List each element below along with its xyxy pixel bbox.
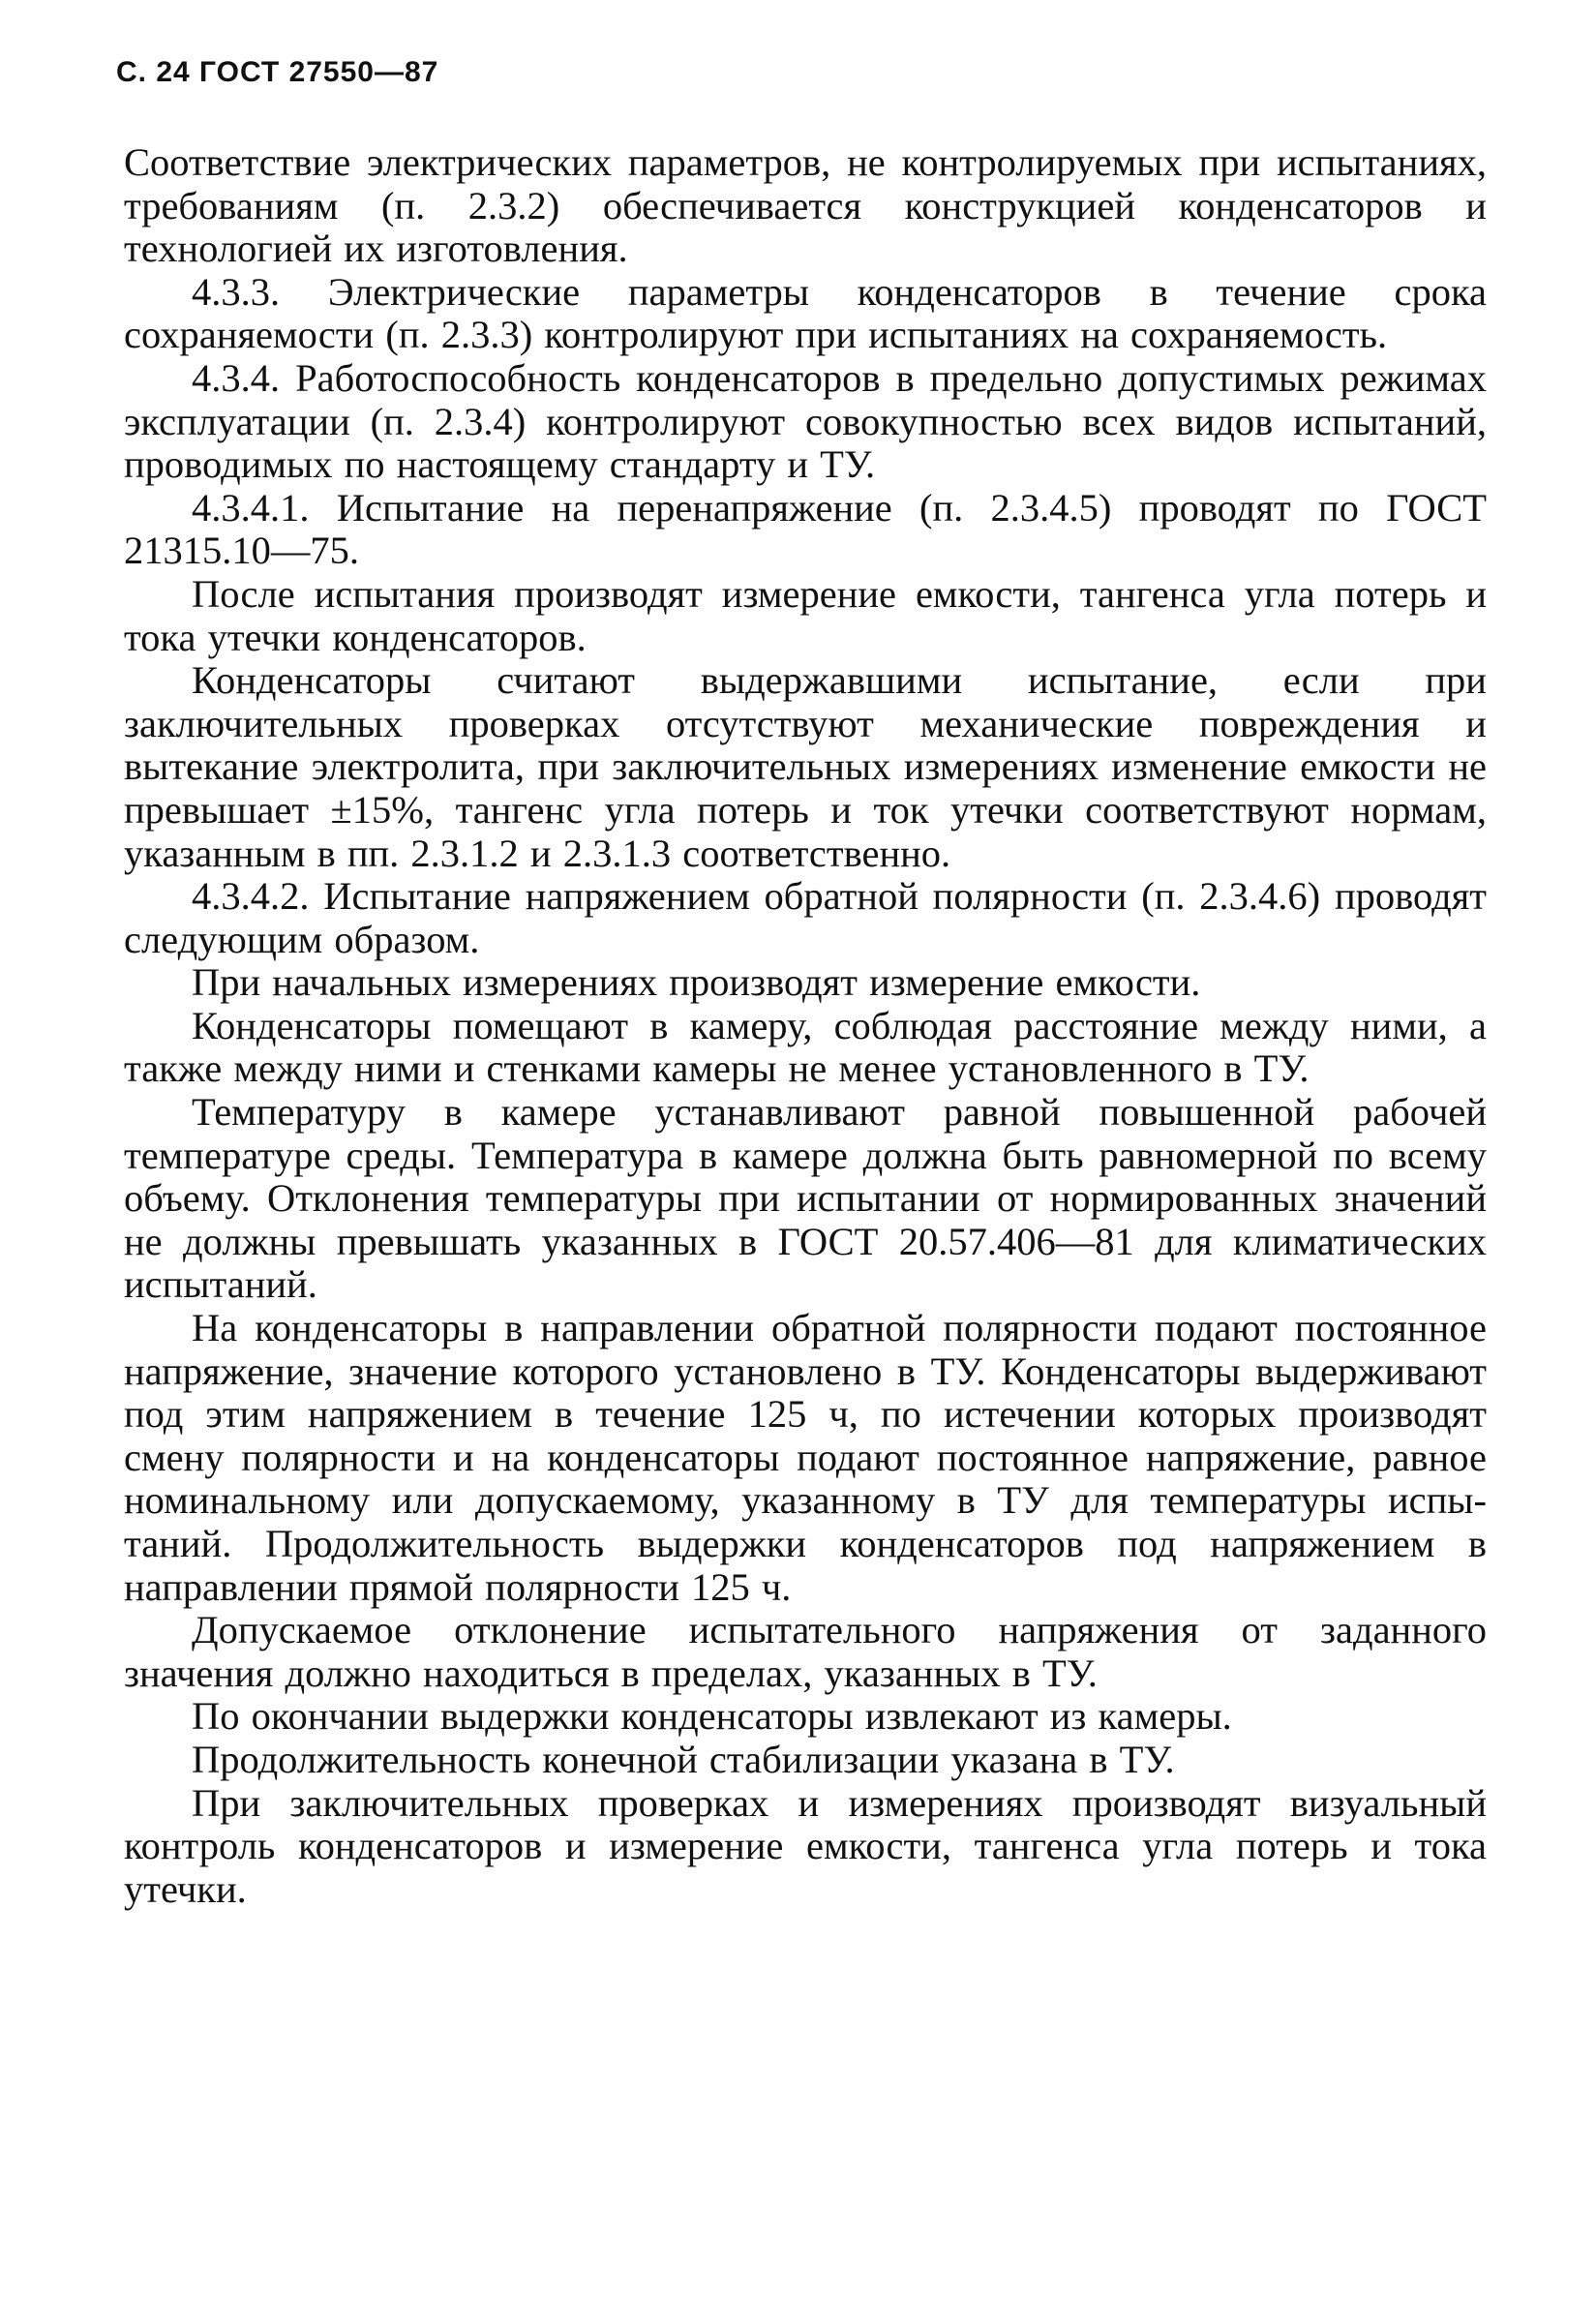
- paragraph-final-inspection: При заключительных проверках и измерениях производят визуальный контроль конденсаторов и измерение емкости, тангенса угла потерь и тока утечки.: [124, 1780, 1487, 1911]
- paragraph-pass-criteria: Конденсаторы считают выдержавшими испытание, если при заключительных проверках отсутствуют механические повреждения и вытекание электролита, при заключительных измерениях изменение емкости не превышает ±15%, тангенс угла потерь и ток утечки соответствуют нормам, указанным в пп. 2.3.1.2 и 2.3.1.3 соответственно.: [124, 658, 1487, 875]
- paragraph-4-3-4-1: 4.3.4.1. Испытание на перенапряжение (п. 2.3.4.5) проводят по ГОСТ 21315.10—75.: [124, 485, 1487, 573]
- paragraph-removal: По окончании выдержки конденсаторы извлекают из камеры.: [192, 1694, 1232, 1739]
- paragraph-after-test: После испытания производят измерение емкости, тангенса угла потерь и тока утечки конденсаторов.: [124, 571, 1487, 659]
- document-body: [124, 141, 1487, 1911]
- paragraph-chamber-temperature: Температуру в камере устанавливают равной повышенной рабочей температуре среды. Температура в камере должна быть равномерной по всему объему. Отклонения температуры при испытании от нормированных значений не должны превышать указанных в ГОСТ 20.57.406—81 для климатических испытаний.: [124, 1090, 1487, 1307]
- paragraph-voltage-tolerance: Допускаемое отклонение испытательного напряжения от заданного значения должно находиться в пределах, указанных в ТУ.: [124, 1608, 1487, 1695]
- paragraph-stabilization: Продолжительность конечной стабилизации указана в ТУ.: [192, 1737, 1175, 1781]
- paragraph-chamber-placement: Конденсаторы помещают в камеру, соблюдая расстояние между ними, а также между ними и стенками камеры не менее установленного в ТУ.: [124, 1003, 1487, 1091]
- paragraph-initial-measurements: При начальных измерениях производят измерение емкости.: [192, 960, 1201, 1005]
- paragraph-4-3-3: 4.3.3. Электрические параметры конденсаторов в течение срока сохраняемости (п. 2.3.3) контролируют при испытаниях на сохраняемость.: [124, 269, 1487, 357]
- paragraph-4-3-4-2: 4.3.4.2. Испытание напряжением обратной полярности (п. 2.3.4.6) проводят следующим образом.: [124, 874, 1487, 961]
- page-header: С. 24 ГОСТ 27550—87: [116, 56, 439, 88]
- paragraph-4-3-4: 4.3.4. Работоспособность конденсаторов в предельно допустимых режимах эксплуатации (п. 2.3.4) контролируют совокупностью всех видов испытаний, проводимых по настоящему стандарту и ТУ.: [124, 355, 1487, 487]
- paragraph-compliance-intro: Соответствие электрических параметров, не контролируемых при испытаниях, требованиям (п. 2.3.2) обеспечивается конструкцией конденсаторов и технологией их изготовления.: [124, 140, 1487, 271]
- paragraph-reverse-voltage: На конденсаторы в направлении обратной полярности подают постоянное напряжение, значение которого установлено в ТУ. Конденсаторы выдерживают под этим напряжением в течение 125 ч, по истечении которых производят смену полярности и на конденсаторы подают постоянное напряжение, равное номинальному или допускаемому, указанному в ТУ для температуры испытаний. Продолжительность выдержки конденсаторов под напряжением в направлении прямой полярности 125 ч.: [124, 1306, 1487, 1609]
